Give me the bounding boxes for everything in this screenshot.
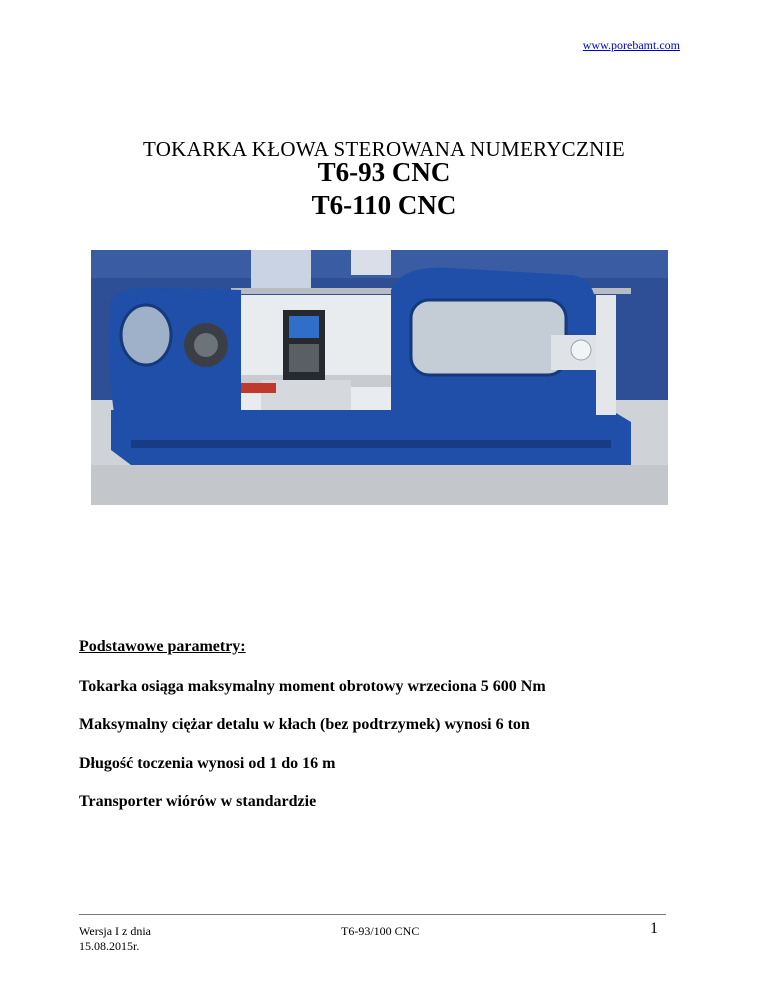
document-title: TOKARKA KŁOWA STEROWANA NUMERYCZNIE: [142, 137, 626, 161]
footer-version: [79, 924, 151, 954]
footer-divider: [79, 914, 666, 915]
section-heading: Podstawowe parametry:: [79, 638, 246, 655]
model-name-1: T6-93 CNC: [317, 157, 451, 187]
param-item: Długość toczenia wynosi od 1 do 16 m: [79, 755, 336, 772]
model-name-2: T6-110 CNC: [311, 190, 457, 220]
param-item: Tokarka osiąga maksymalny moment obrotowy wrzeciona 5 600 Nm: [79, 678, 546, 695]
footer-model: T6-93/100 CNC: [341, 924, 420, 938]
param-item: Transporter wiórów w standardzie: [79, 793, 317, 810]
page-number: 1: [650, 920, 658, 937]
version-line-1: Wersja I z dnia: [79, 924, 151, 938]
lathe-photo: [91, 250, 668, 505]
param-item: Maksymalny ciężar detalu w kłach (bez podtrzymek) wynosi 6 ton: [79, 716, 530, 733]
version-line-2: 15.08.2015r.: [79, 939, 140, 953]
website-link[interactable]: www.porebamt.com: [582, 38, 680, 52]
